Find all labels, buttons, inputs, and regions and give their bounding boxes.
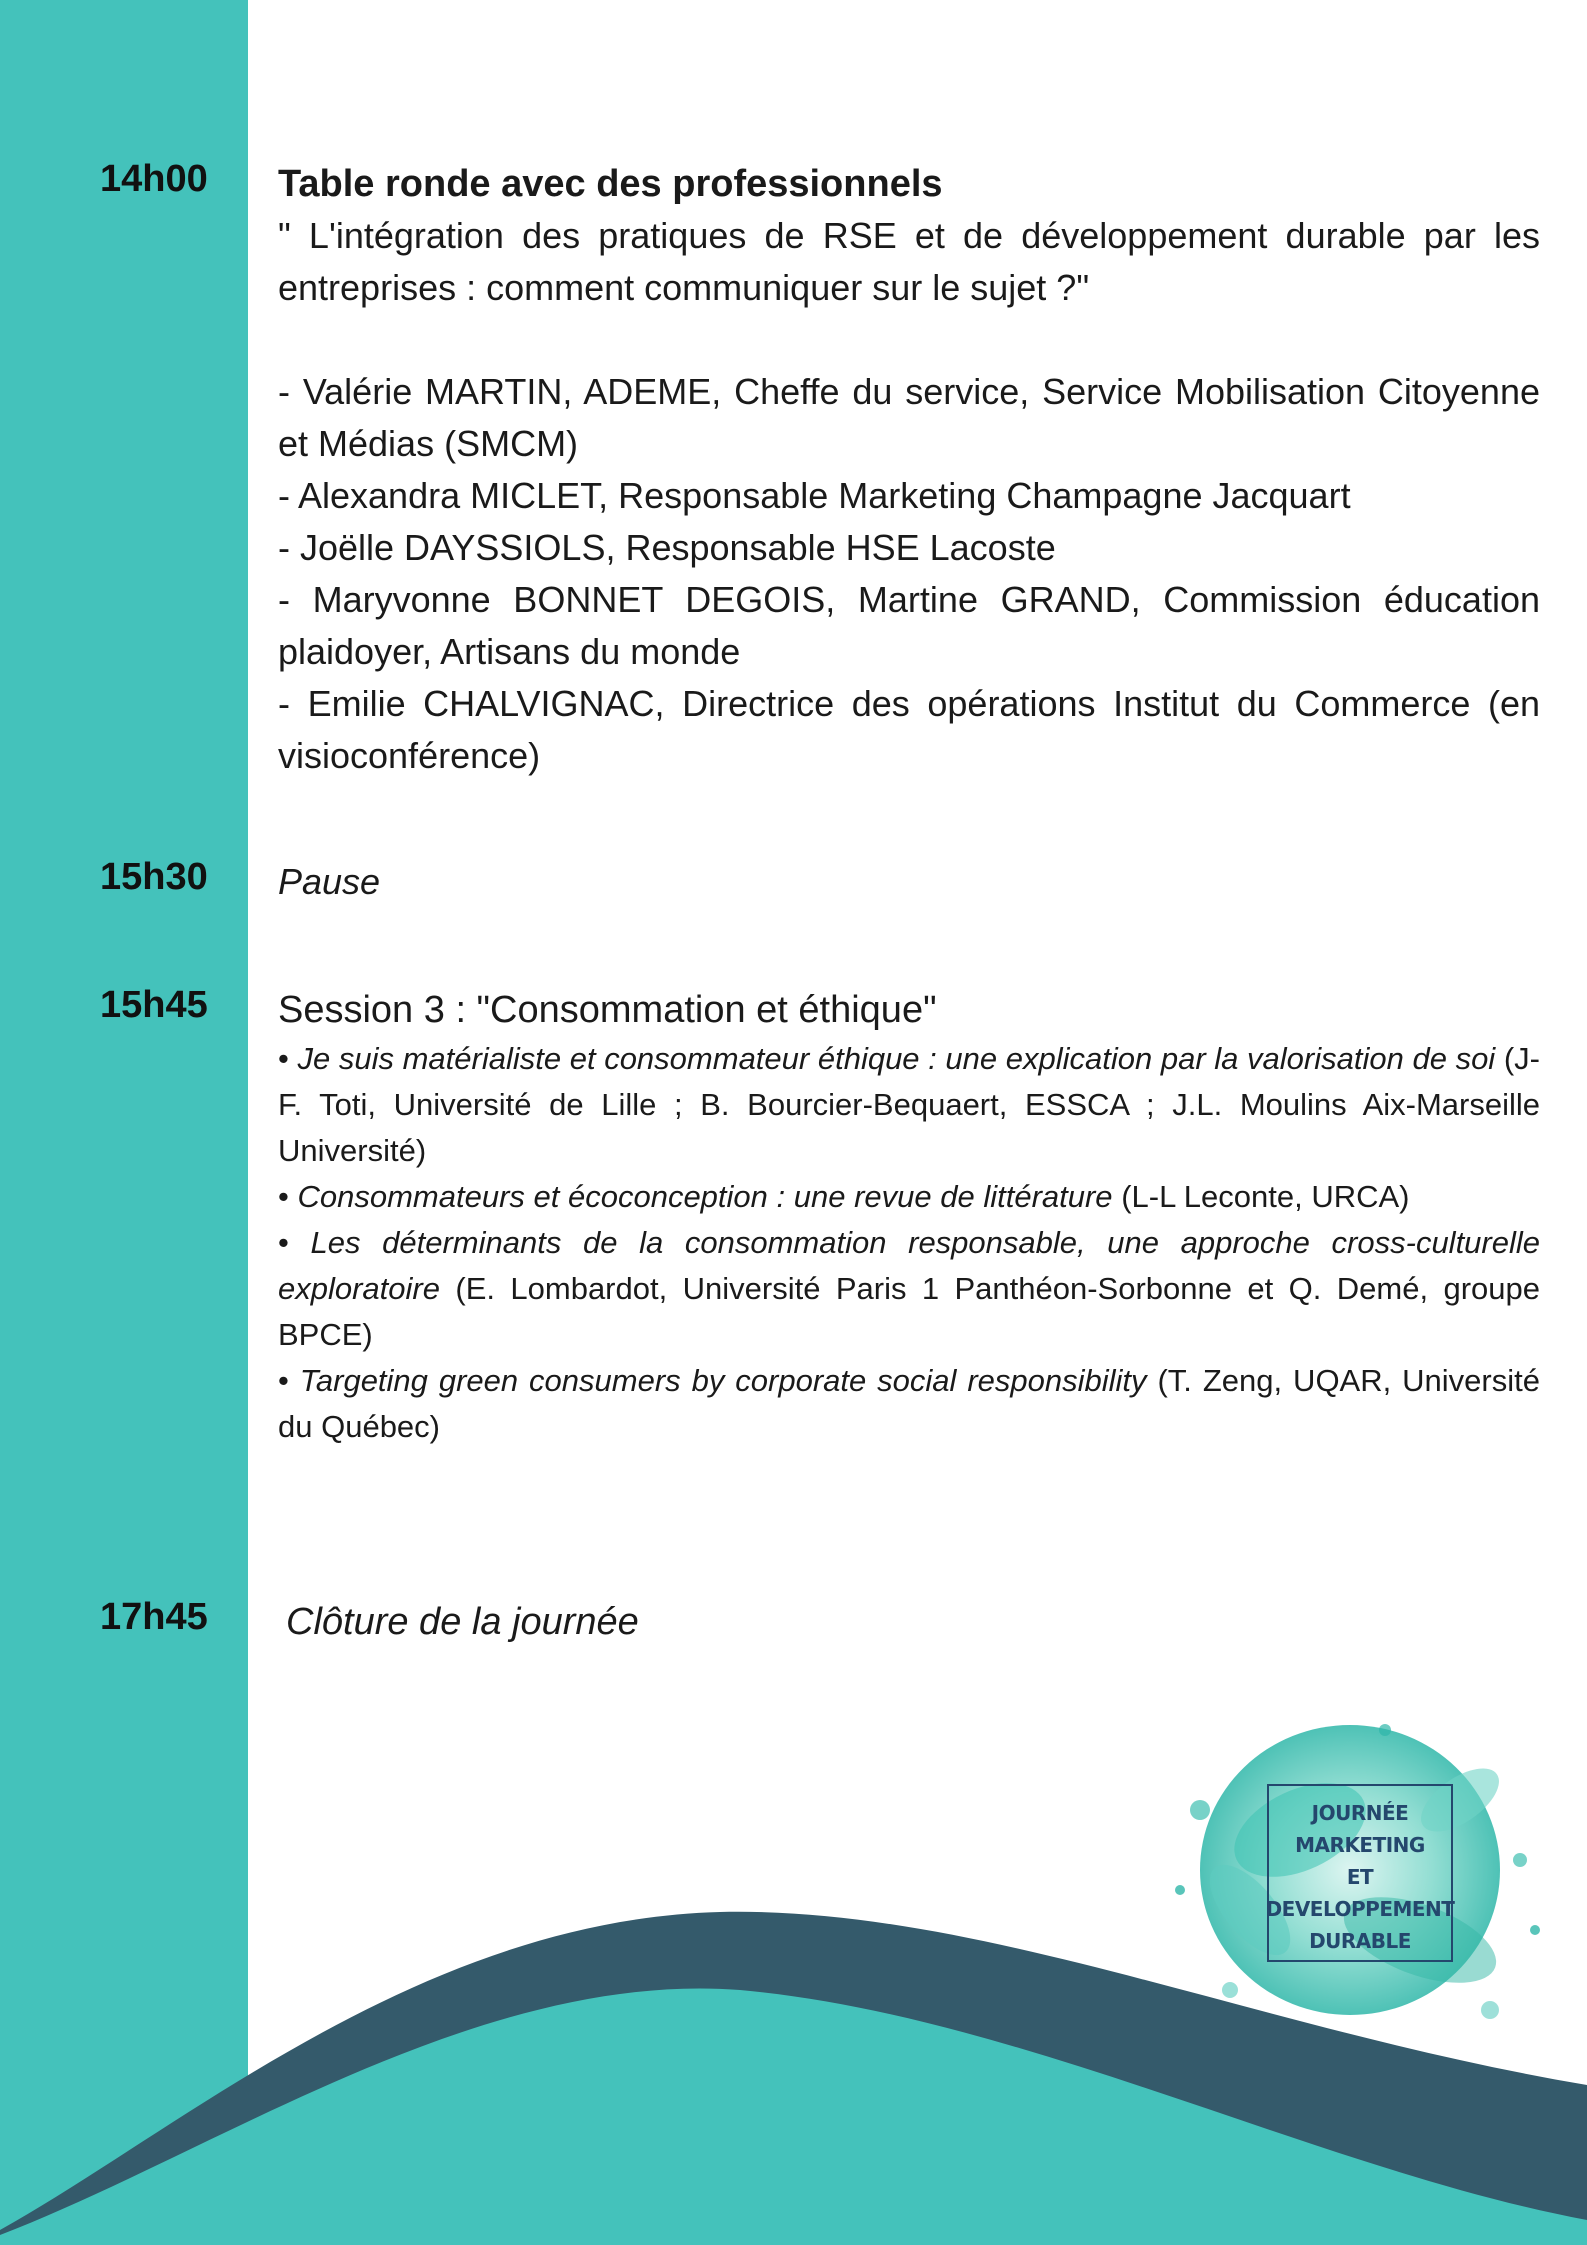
paper-item: • Targeting green consumers by corporate social responsibility (T. Zeng, UQAR, Université du Québec) [278,1363,1540,1444]
time-label: 17h45 [100,1596,208,1638]
program-content [278,984,1540,1450]
speaker-item: - Alexandra MICLET, Responsable Marketing Champagne Jacquart [278,475,1351,516]
paper-item: • Consommateurs et écoconception : une revue de littérature (L-L Leconte, URCA) [278,1179,1410,1214]
session-title: Session 3 : "Consommation et éthique" [278,989,937,1031]
session-title: Table ronde avec des professionnels [278,163,943,205]
paper-title: Targeting green consumers by corporate social responsibility [299,1363,1147,1398]
time-label: 15h30 [100,856,208,898]
paper-item: • Les déterminants de la consommation responsable, une approche cross-culturelle exploratoire (E. Lombardot, Université Paris 1 Panthéon-Sorbonne et Q. Demé, groupe BPCE) [278,1225,1540,1352]
paper-authors: (T. Zeng, UQAR, Université du Québec) [278,1363,1540,1444]
program-content [278,158,1540,782]
paper-authors: (E. Lombardot, Université Paris 1 Panthéon-Sorbonne et Q. Demé, groupe BPCE) [278,1271,1540,1352]
program-content [278,856,1540,908]
speaker-list [278,366,1540,782]
paper-item: • Je suis matérialiste et consommateur éthique : une explication par la valorisation de soi (J-F. Toti, Université de Lille ; B. Bourcier-Bequaert, ESSCA ; J.L. Moulins Aix-Marseille Université) [278,1041,1540,1168]
speaker-item: - Emilie CHALVIGNAC, Directrice des opérations Institut du Commerce (en visioconférence) [278,683,1540,776]
session-subtitle: " L'intégration des pratiques de RSE et de développement durable par les entreprises : comment communiquer sur le sujet ?" [278,215,1540,308]
logo-line: DURABLE [1309,1929,1411,1953]
paper-authors: (J-F. Toti, Université de Lille ; B. Bourcier-Bequaert, ESSCA ; J.L. Moulins Aix-Marseille Université) [278,1041,1540,1168]
program-content [286,1596,1548,1648]
logo-line: JOURNÉE [1311,1801,1409,1825]
session-title: Clôture de la journée [286,1601,639,1643]
speaker-item: - Joëlle DAYSSIOLS, Responsable HSE Lacoste [278,527,1056,568]
session-title: Pause [278,861,381,902]
logo-line: MARKETING [1295,1833,1425,1857]
time-label: 15h45 [100,984,208,1026]
paper-list [278,1036,1540,1450]
logo-line: DEVELOPPEMENT [1265,1897,1455,1921]
paper-title: Consommateurs et écoconception : une revue de littérature [297,1179,1113,1214]
speaker-item: - Maryvonne BONNET DEGOIS, Martine GRAND, Commission éducation plaidoyer, Artisans du monde [278,579,1540,672]
time-label: 14h00 [100,158,208,200]
speaker-item: - Valérie MARTIN, ADEME, Cheffe du service, Service Mobilisation Citoyenne et Médias (SMCM) [278,371,1540,464]
paper-title: Les déterminants de la consommation responsable, une approche cross-culturelle exploratoire [278,1225,1540,1306]
paper-title: Je suis matérialiste et consommateur éthique : une explication par la valorisation de soi [297,1041,1496,1076]
logo-line: ET [1346,1865,1374,1889]
paper-authors: (L-L Leconte, URCA) [1121,1179,1410,1214]
footer-waves [0,1880,1587,2245]
